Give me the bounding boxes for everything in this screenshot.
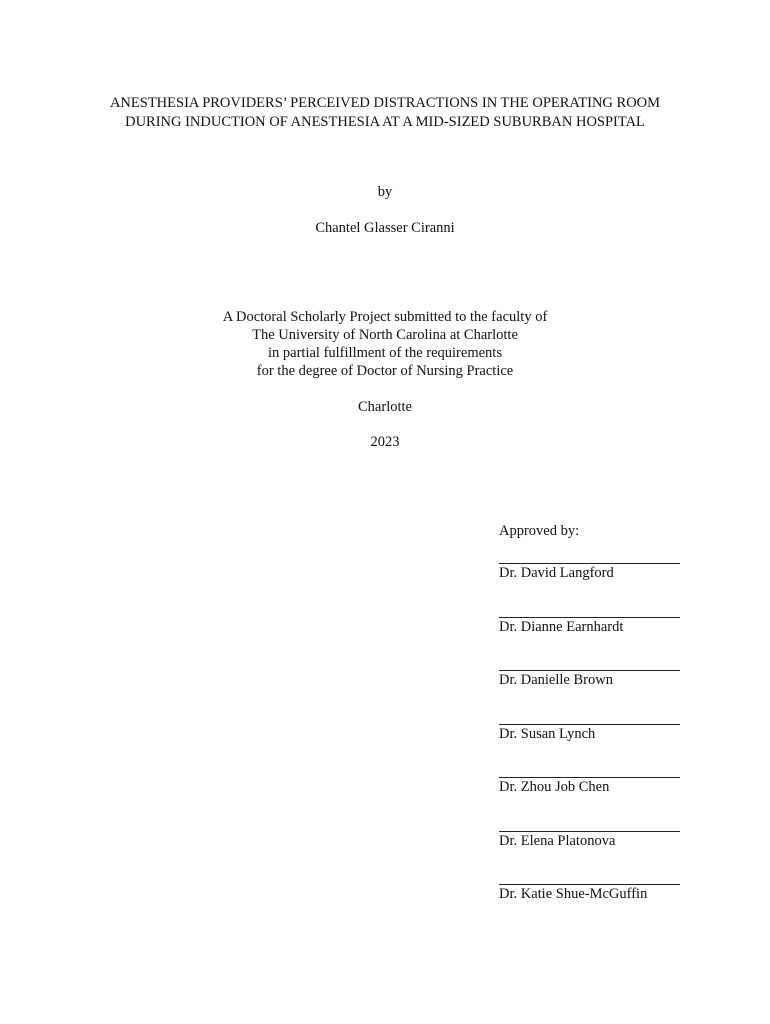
signatory-name: Dr. Elena Platonova <box>499 832 616 849</box>
signature-entry <box>499 754 680 808</box>
title-line-1: ANESTHESIA PROVIDERS’ PERCEIVED DISTRACTIONS IN THE OPERATING ROOM <box>109 95 661 111</box>
signatory-name: Dr. Danielle Brown <box>499 672 613 688</box>
author-name: Chantel Glasser Ciranni <box>315 220 455 236</box>
document-title <box>0 94 770 132</box>
statement-line-3: in partial fulfillment of the requirements <box>268 345 502 361</box>
signature-entry <box>499 594 680 648</box>
signature-list <box>499 540 689 915</box>
statement-line-1: A Doctoral Scholarly Project submitted to the faculty of <box>222 309 548 325</box>
statement-line-2: The University of North Carolina at Charlotte <box>252 327 518 343</box>
signature-entry <box>499 808 680 862</box>
signature-entry <box>499 701 680 755</box>
signature-entry <box>499 647 680 701</box>
signatory-name: Dr. Dianne Earnhardt <box>499 618 624 635</box>
submission-statement <box>0 308 770 380</box>
signatory-name: Dr. David Langford <box>499 565 614 581</box>
approval-block <box>499 522 689 915</box>
year: 2023 <box>370 434 400 450</box>
signatory-name: Dr. Susan Lynch <box>499 725 596 742</box>
by-line: by <box>377 184 393 200</box>
statement-line-4: for the degree of Doctor of Nursing Practice <box>256 363 514 379</box>
signatory-name: Dr. Zhou Job Chen <box>499 779 610 795</box>
signature-entry <box>499 861 680 915</box>
signatory-name: Dr. Katie Shue-McGuffin <box>499 886 648 902</box>
signature-entry <box>499 540 680 594</box>
city: Charlotte <box>358 399 412 415</box>
approved-by-label: Approved by: <box>499 523 580 539</box>
title-line-2: DURING INDUCTION OF ANESTHESIA AT A MID-SIZED SUBURBAN HOSPITAL <box>125 114 645 130</box>
